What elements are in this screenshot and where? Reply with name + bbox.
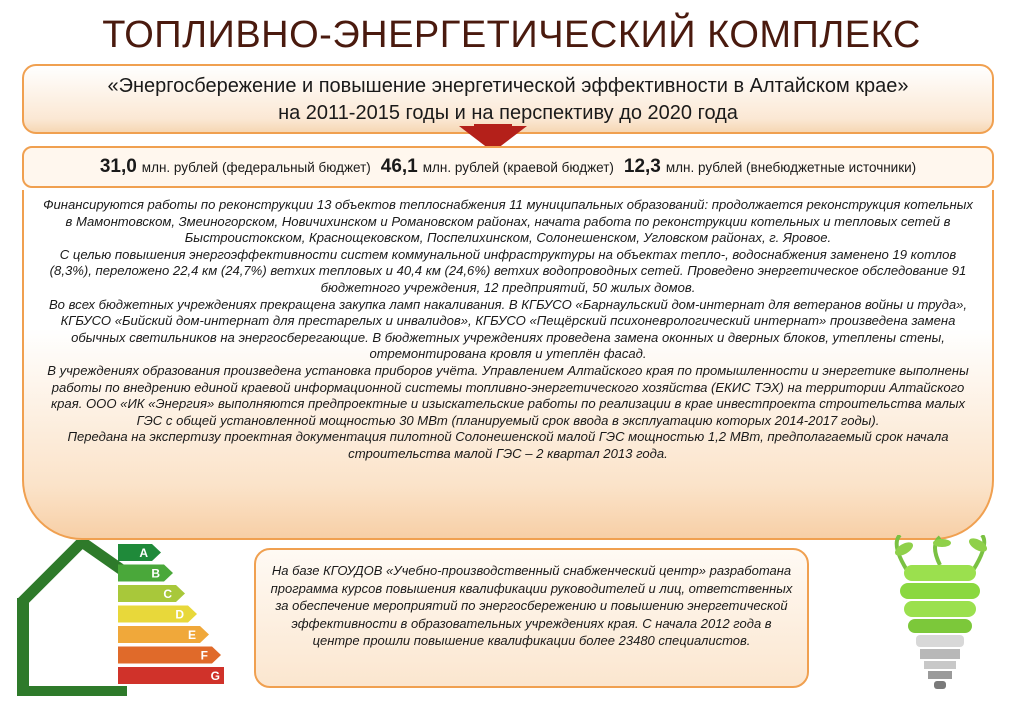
program-period: на 2011-2015 годы и на перспективу до 2020 года (278, 102, 738, 124)
paragraph-heat-supply: Финансируются работы по реконструкции 13 объектов теплоснабжения 11 муниципальных образований: продолжается реконструкция котельных в Мамонтовском, Змеиногорском, Новичихинском и Романовском районах, начата работа по реконструкции котельных и тепловых сетей в Быстроистокском, Краснощековском, Поспелихинском, Солонешенском, Угловском районах, г. Яровое. (43, 197, 973, 246)
house-wall (17, 598, 29, 694)
paragraph-education: В учреждениях образования произведена установка приборов учёта. Управлением Алтайского края по промышленности и энергетике выполнены работы по внедрению единой краевой информационной системы топливно-энергетического хозяйства (ЕКИС ТЭХ) на территории Алтайского края. ООО «ИК «Энергия» выполняются предпроектные и изыскательские работы по реализации в крае инвестпроекта строительства малых ГЭС с общей установленной мощностью 30 МВт (планируемый срок ввода в эксплуатацию которых 2014-2017 годы). (47, 362, 969, 428)
energy-saving-bulb-icon (870, 535, 1010, 695)
energy-class-label-f: F (200, 648, 208, 663)
paragraph-lamps: Во всех бюджетных учреждениях прекращена закупка ламп накаливания. В КГБУСО «Барнаульский дом-интернат для ветеранов войны и труда», КГБУСО «Бийский дом-интернат для престарелых и инвалидов», КГБУСО «Пещёрский психоневрологический интернат» произведена замена обычных светильников на энергосберегающие. В бюджетных учреждениях проведена замена оконных и дверных блоков, утеплены стены, отремонтирована кровля и утеплён фасад. (48, 296, 968, 362)
energy-class-label-g: G (210, 669, 220, 683)
main-text-panel (22, 190, 994, 540)
paragraph-efficiency: С целью повышения энергоэффективности систем коммунальной инфраструктуры на объектах тепло-, водоснабжения заменено 19 котлов (8,3%), переложено 22,4 км (24,7%) ветхих тепловых и 40,4 км (24,6%) ветхих водопроводных сетей. Проведено энергетическое обследование 91 бюджетного учреждения, 12 предприятий, 50 жилых домов. (49, 246, 967, 295)
regional-budget-label: млн. рублей (краевой бюджет) (422, 159, 614, 175)
energy-class-label-c: C (163, 587, 172, 601)
energy-class-bar-g (118, 667, 224, 684)
extra-budget-value: 12,3 (623, 156, 661, 177)
energy-efficiency-house-icon (14, 540, 224, 700)
budget-summary (22, 146, 994, 188)
house-floor (17, 686, 127, 696)
regional-budget-value: 46,1 (380, 156, 418, 177)
extra-budget-label: млн. рублей (внебюджетные источники) (665, 159, 917, 175)
energy-class-bar-b (118, 565, 173, 582)
program-name: «Энергосбережение и повышение энергетической эффективности в Алтайском крае» (107, 75, 909, 97)
training-info-box (254, 548, 809, 688)
energy-class-bars (118, 544, 224, 684)
energy-class-label-d: D (175, 607, 184, 622)
page-title: ТОПЛИВНО-ЭНЕРГЕТИЧЕСКИЙ КОМПЛЕКС (102, 14, 921, 56)
energy-class-label-a: A (139, 546, 148, 560)
federal-budget-label: млн. рублей (федеральный бюджет) (141, 159, 371, 175)
energy-class-bar-d (118, 606, 197, 623)
energy-class-label-b: B (151, 566, 160, 581)
paragraph-hydro: Передана на экспертизу проектная документация пилотной Солонешенской малой ГЭС мощностью 1,2 МВт, предполагаемый срок начала строительства малой ГЭС – 2 квартал 2013 года. (67, 429, 949, 461)
energy-class-bar-c (118, 585, 185, 602)
federal-budget-value: 31,0 (99, 156, 137, 177)
house-roof (22, 542, 122, 602)
training-text: На базе КГОУДОВ «Учебно-производственный снабженческий центр» разработана программа курсов повышения квалификации руководителей и лиц, ответственных за обеспечение мероприятий по энергосбережению и повышению энергетической эффективности в образовательных учреждениях края. С начала 2012 года в центре прошли повышение квалификации более 23480 специалистов. (270, 563, 793, 648)
energy-class-label-e: E (187, 628, 196, 642)
